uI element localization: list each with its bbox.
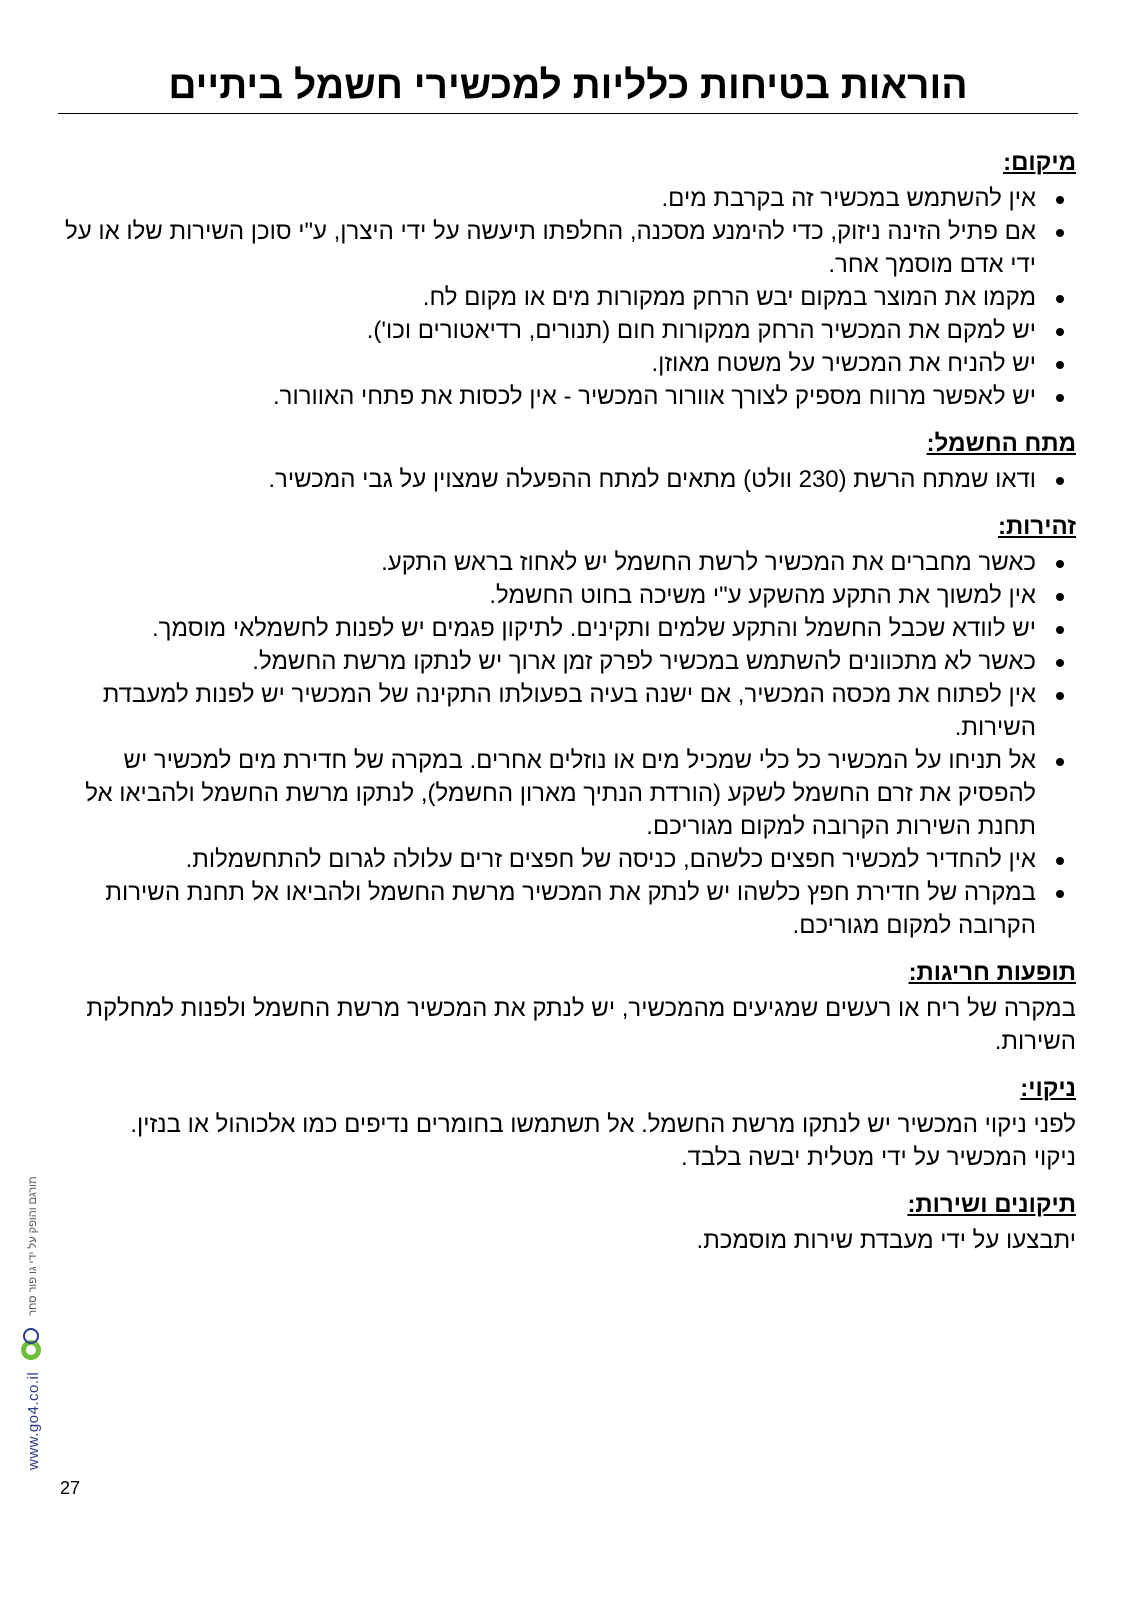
list-item: יש להניח את המכשיר על משטח מאוזן. [58, 347, 1076, 380]
bullet-icon [1056, 758, 1064, 766]
bullet-icon [1056, 593, 1064, 601]
paragraph: ניקוי המכשיר על ידי מטלית יבשה בלבד. [680, 1144, 1076, 1171]
page-number: 27 [60, 1478, 81, 1498]
section-heading: מתח החשמל: [926, 430, 1076, 457]
section-heading: תיקונים ושירות: [907, 1191, 1076, 1218]
paragraph: לפני ניקוי המכשיר יש לנתקו מרשת החשמל. אל תשתמשו בחומרים נדיפים כמו אלכוהול או בנזין. [130, 1111, 1076, 1138]
bullet-icon [1056, 626, 1064, 634]
section-heading: תופעות חריגות: [908, 959, 1076, 986]
list-item: יש לאפשר מרווח מספיק לצורך אוורור המכשיר - אין לכסות את פתחי האוורור. [58, 380, 1076, 413]
list-item: ודאו שמתח הרשת (230 וולט) מתאים למתח ההפעלה שמצוין על גבי המכשיר. [58, 463, 1076, 496]
paragraph: במקרה של ריח או רעשים שמגיעים מהמכשיר, יש לנתק את המכשיר מרשת החשמל ולפנות למחלקת השירות. [86, 995, 1076, 1055]
list-item: מקמו את המוצר במקום יבש הרחק ממקורות מים או מקום לח. [58, 281, 1076, 314]
section-heading: זהירות: [997, 513, 1076, 540]
page-title: הוראות בטיחות כלליות למכשירי חשמל ביתיים [168, 64, 968, 107]
section-heading: מיקום: [1003, 149, 1076, 176]
bullet-icon [1056, 890, 1064, 898]
list-item: יש למקם את המכשיר הרחק ממקורות חום (תנורים, רדיאטורים וכו'). [58, 314, 1076, 347]
list-item: כאשר מחברים את המכשיר לרשת החשמל יש לאחוז בראש התקע. [58, 546, 1076, 579]
section-abnormal [58, 956, 1076, 1058]
section-voltage [58, 427, 1076, 496]
side-credit [14, 830, 52, 1470]
section-cleaning [58, 1072, 1076, 1174]
bullet-icon [1056, 295, 1064, 303]
list-item: אין לפתוח את מכסה המכשיר, אם ישנה בעיה בפעולתו התקינה של המכשיר יש לפנות למעבדת השירות. [58, 678, 1076, 744]
credit-text: תורגם והופק על ידי גו פור סחר [27, 1176, 39, 1316]
bullet-icon [1056, 361, 1064, 369]
bullet-icon [1056, 394, 1064, 402]
section-caution [58, 510, 1076, 942]
bullet-icon [1056, 229, 1064, 237]
bullet-icon [1056, 560, 1064, 568]
list-item: יש לוודא שכבל החשמל והתקע שלמים ותקינים. לתיקון פגמים יש לפנות לחשמלאי מוסמך. [58, 612, 1076, 645]
bullet-list [58, 546, 1076, 942]
list-item: אין למשוך את התקע מהשקע ע"י משיכה בחוט החשמל. [58, 579, 1076, 612]
list-item: כאשר לא מתכוונים להשתמש במכשיר לפרק זמן ארוך יש לנתקו מרשת החשמל. [58, 645, 1076, 678]
bullet-icon [1056, 328, 1064, 336]
bullet-icon [1056, 659, 1064, 667]
title-divider [58, 113, 1078, 114]
bullet-list [58, 182, 1076, 413]
section-heading: ניקוי: [1020, 1075, 1076, 1102]
bullet-icon [1056, 692, 1064, 700]
bullet-icon [1056, 477, 1064, 485]
section-location [58, 146, 1076, 413]
bullet-icon [1056, 857, 1064, 865]
go4-logo-icon [18, 1326, 49, 1362]
bullet-list [58, 463, 1076, 496]
paragraph: יתבצעו על ידי מעבדת שירות מוסמכת. [696, 1227, 1076, 1254]
list-item: אין להחדיר למכשיר חפצים כלשהם, כניסה של חפצים זרים עלולה לגרום להתחשמלות. [58, 843, 1076, 876]
list-item: אין להשתמש במכשיר זה בקרבת מים. [58, 182, 1076, 215]
document-body [58, 146, 1076, 1271]
credit-url[interactable]: www.go4.co.il [24, 1371, 42, 1470]
bullet-icon [1056, 196, 1064, 204]
list-item: אם פתיל הזינה ניזוק, כדי להימנע מסכנה, החלפתו תיעשה על ידי היצרן, ע"י סוכן השירות שלו או על ידי אדם מוסמך אחר. [58, 215, 1076, 281]
list-item: אל תניחו על המכשיר כל כלי שמכיל מים או נוזלים אחרים. במקרה של חדירת מים למכשיר יש להפסיק את זרם החשמל לשקע (הורדת הנתיך מארון החשמל), לנתקו מרשת החשמל ולהביאו אל תחנת השירות הקרובה למקום מגוריכם. [58, 744, 1076, 843]
list-item: במקרה של חדירת חפץ כלשהו יש לנתק את המכשיר מרשת החשמל ולהביאו אל תחנת השירות הקרובה למקום מגוריכם. [58, 876, 1076, 942]
section-repairs [58, 1188, 1076, 1257]
